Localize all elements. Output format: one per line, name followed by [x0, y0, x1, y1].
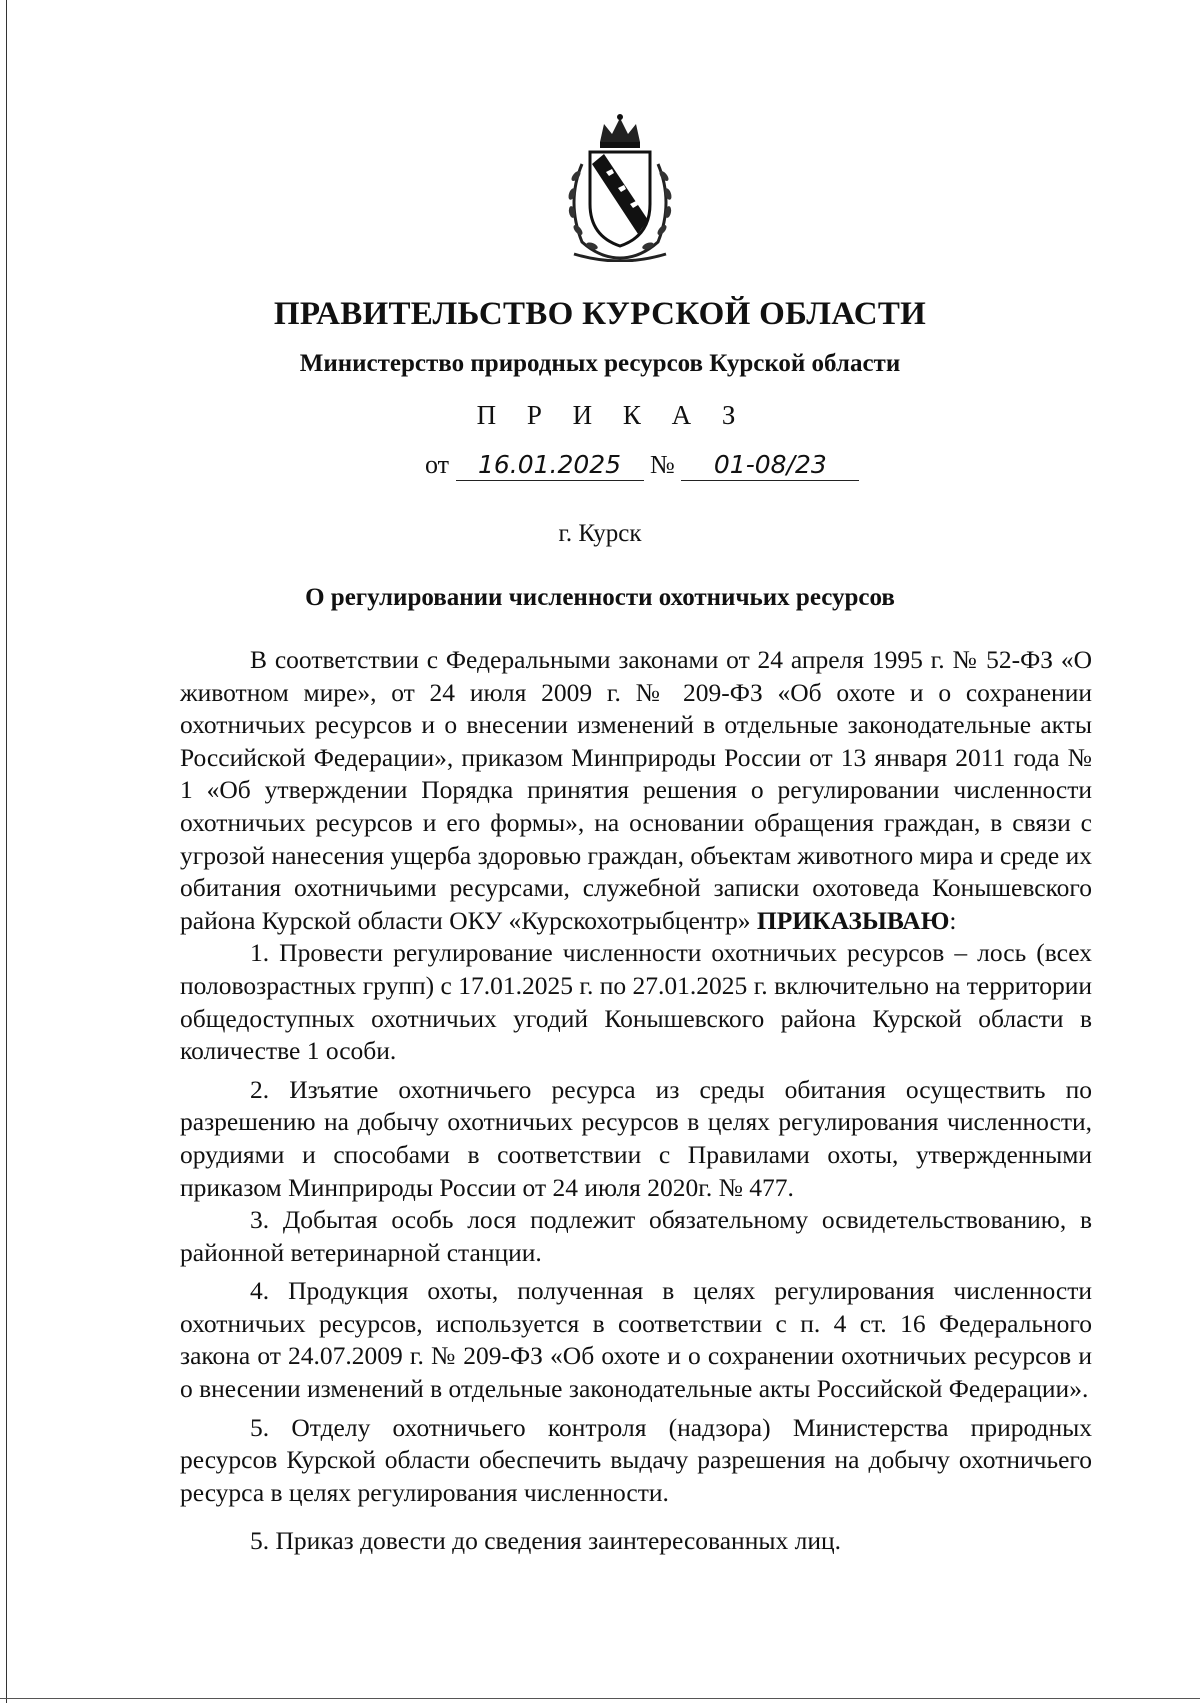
handwritten-number: 01-08/23 [681, 450, 859, 481]
order-body [180, 644, 1092, 1558]
handwritten-date: 16.01.2025 [456, 450, 644, 481]
preamble-text: В соответствии с Федеральными законами от 24 апреля 1995 г. № 52-ФЗ «О животном мире», от 24 июля 2009 г. № 209-ФЗ «Об охоте и о сохранении охотничьих ресурсов и о внесении изменений в отдельные законодательные акты Российской Федерации», приказом Минприроды России от 13 января 2011 года № 1 «Об утверждении Порядка принятия решения о регулировании численности охотничьих ресурсов и его формы», на основании обращения граждан, в связи с угрозой нанесения ущерба здоровью граждан, объектам животного мира и среде их обитания охотничьими ресурсами, служебной записки охотоведа Конышевского района Курской области ОКУ «Курскохотрыбцентр» [180, 645, 1092, 935]
order-item-3: 3. Добытая особь лося подлежит обязательному освидетельствованию, в районной ветеринарной станции. [180, 1205, 1092, 1267]
scan-edge-left [6, 0, 7, 1703]
government-title: ПРАВИТЕЛЬСТВО КУРСКОЙ ОБЛАСТИ [273, 296, 927, 332]
ministry-name: Министерство природных ресурсов Курской области [299, 350, 901, 377]
preamble-paragraph [180, 644, 1092, 937]
date-prefix: от [425, 450, 450, 479]
order-item-1: 1. Провести регулирование численности охотничьих ресурсов – лось (всех половозрастных групп) с 17.01.2025 г. по 27.01.2025 г. включительно на территории общедоступных охотничьих угодий Конышевского района Курской области в количестве 1 особи. [180, 938, 1092, 1066]
city: г. Курск [558, 520, 642, 547]
order-item-4: 4. Продукция охоты, полученная в целях регулирования численности охотничьих ресурсов, используется в соответствии с п. 4 ст. 16 Федерального закона от 24.07.2009 г. № 209-ФЗ «Об охоте и о сохранении охотничьих ресурсов и о внесении изменений в отдельные законодательные акты Российской Федерации». [180, 1276, 1092, 1404]
kursk-coat-of-arms-icon [560, 112, 680, 262]
number-sign: № [650, 450, 675, 479]
order-word-suffix: : [949, 905, 957, 935]
document-type: П Р И К А З [476, 400, 748, 430]
date-number-line [425, 450, 859, 481]
order-item-6: 5. Приказ довести до сведения заинтересованных лиц. [250, 1526, 841, 1556]
scan-edge-bottom [0, 1698, 1200, 1699]
order-subject: О регулировании численности охотничьих ресурсов [305, 584, 895, 611]
order-item-2: 2. Изъятие охотничьего ресурса из среды обитания осуществить по разрешению на добычу охотничьих ресурсов в целях регулирования численности, орудиями и способами в соответствии с Правилами охоты, утвержденными приказом Минприроды России от 24 июля 2020г. № 477. [180, 1074, 1092, 1202]
order-word: ПРИКАЗЫВАЮ [756, 905, 950, 935]
order-item-5: 5. Отделу охотничьего контроля (надзора) Министерства природных ресурсов Курской области обеспечить выдачу разрешения на добычу охотничьего ресурса в целях регулирования численности. [180, 1412, 1092, 1507]
